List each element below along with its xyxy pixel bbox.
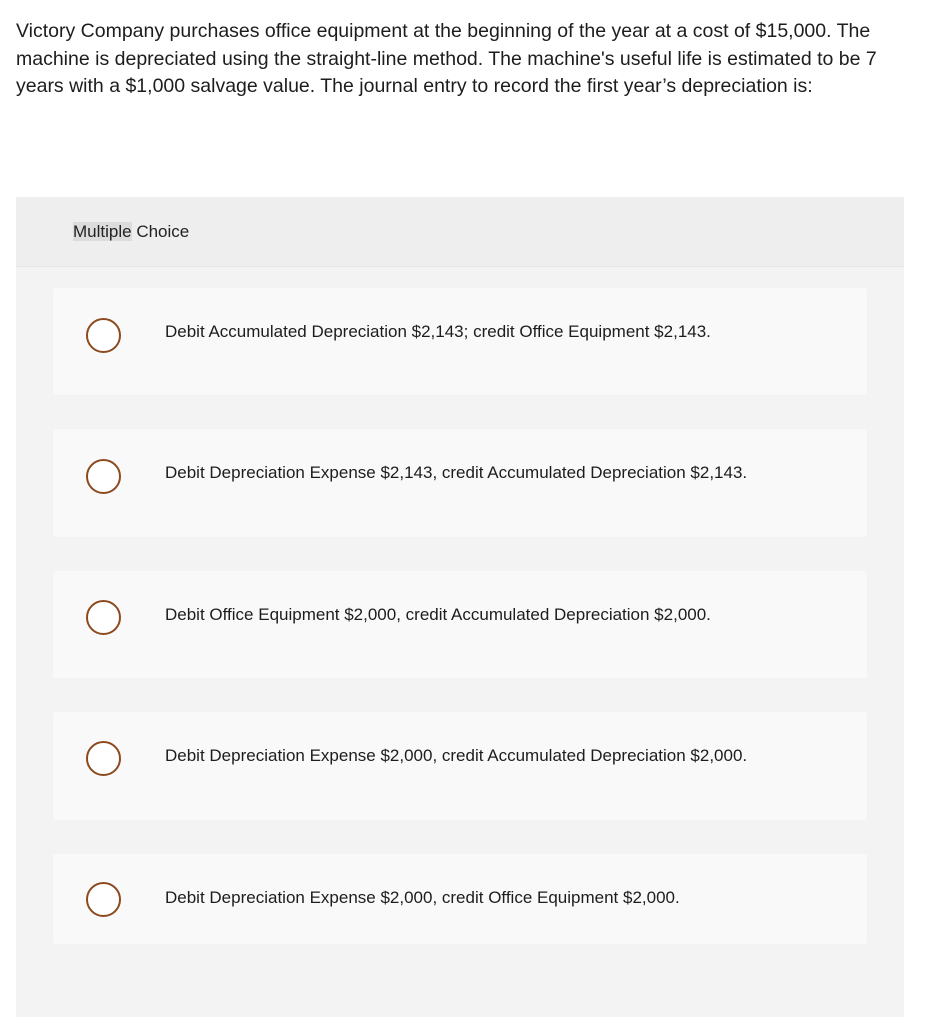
radio-button-icon[interactable] (86, 741, 121, 776)
option-a-label: Debit Accumulated Depreciation $2,143; credit Office Equipment $2,143. (165, 322, 711, 341)
option-e[interactable] (53, 854, 867, 944)
radio-button-icon[interactable] (86, 882, 121, 917)
option-e-label: Debit Depreciation Expense $2,000, credit Office Equipment $2,000. (165, 888, 680, 907)
option-a[interactable] (53, 288, 867, 395)
option-c-label: Debit Office Equipment $2,000, credit Accumulated Depreciation $2,000. (165, 605, 711, 624)
radio-button-icon[interactable] (86, 459, 121, 494)
option-b[interactable] (53, 429, 867, 537)
multiple-choice-header (16, 197, 904, 267)
multiple-choice-label-rest: Choice (131, 222, 190, 241)
option-d-label: Debit Depreciation Expense $2,000, credit Accumulated Depreciation $2,000. (165, 746, 748, 765)
option-d[interactable] (53, 712, 867, 820)
radio-button-icon[interactable] (86, 600, 121, 635)
option-c[interactable] (53, 571, 867, 678)
multiple-choice-panel (16, 197, 904, 1017)
option-b-label: Debit Depreciation Expense $2,143, credit Accumulated Depreciation $2,143. (165, 463, 748, 482)
options-list (53, 288, 867, 978)
multiple-choice-label (73, 221, 189, 243)
radio-button-icon[interactable] (86, 318, 121, 353)
question-text: Victory Company purchases office equipment at the beginning of the year at a cost of $15,000. The machine is depreciated using the straight-line method. The machine's useful life is estimated to be 7 years with a $1,000 salvage value. The journal entry to record the first year’s depreciation is: (16, 20, 877, 97)
multiple-choice-label-highlight: Multiple (73, 222, 132, 241)
